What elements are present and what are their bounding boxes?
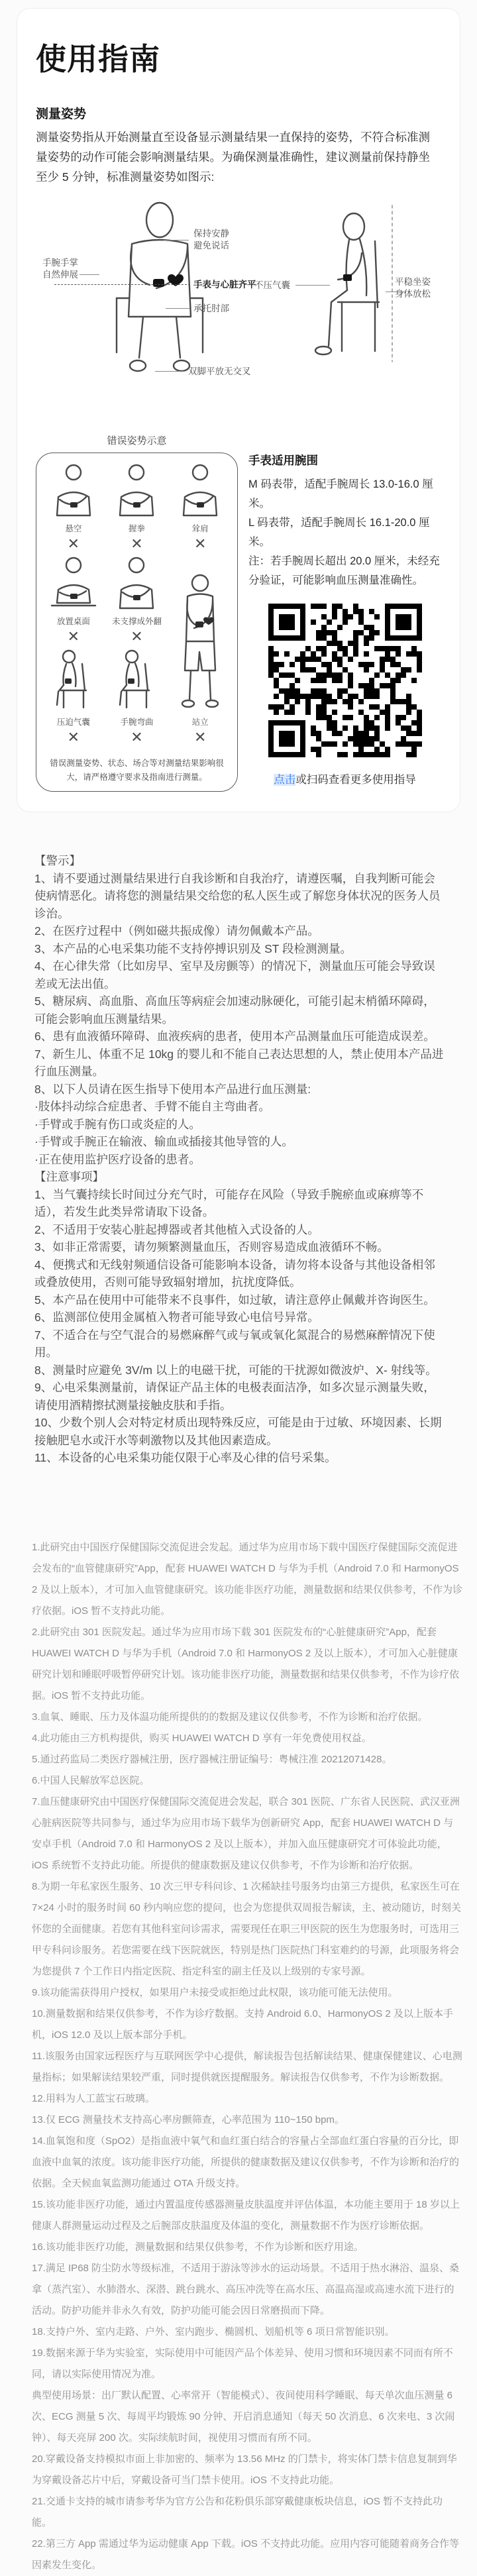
warning-item: 3、本产品的心电采集功能不支持停搏识别及 ST 段检测测量。 [34, 941, 352, 955]
qr-code [268, 604, 422, 757]
precaution-item: 3、如非正常需要，请勿频繁测量血压，否则容易造成血液循环不畅。 [34, 1240, 389, 1254]
posture-heading: 测量姿势 [36, 107, 87, 121]
wrong-posture-box [36, 453, 238, 792]
person-figure-icon [172, 574, 229, 714]
precaution-item: 5、本产品在使用中可能带来不良事件，如过敏，请注意停止佩戴并咨询医生。 [34, 1293, 435, 1307]
precaution-item: 2、不适用于安装心脏起搏器或者其他植入式设备的人。 [34, 1222, 319, 1236]
warnings-section [34, 852, 444, 1467]
cross-mark-icon: ✕ [67, 628, 80, 645]
precaution-heading: 【注意事项】 [34, 1170, 104, 1183]
posture-paragraph: 测量姿势指从开始测量直至设备显示测量结果一直保持的姿势，不符合标准测量姿势的动作可能会影响测量结果。为确保测量准确性，建议测量前保持静坐至少 5 分钟，标准测量姿势如图示: [36, 131, 430, 184]
precaution-item: 4、便携式和无线射频通信设备可能影响本设备，请勿将本设备与其他设备相邻或叠放使用，否则可能导致辐射增加，抗扰度降低。 [34, 1258, 435, 1289]
leader-line [80, 274, 99, 275]
warning-list [34, 870, 444, 1169]
precaution-item: 1、当气囊持续长时间过分充气时，可能存在风险（导致手腕瘀血或麻痹等不适），若发生此类异常请取下设备。 [34, 1187, 424, 1218]
footnote-item: 2.此研究由 301 医院发起。通过华为应用市场下载 301 医院发布的“心脏健康研究”App，配套 HUAWEI WATCH D 与华为手机（Android 7.0 和 HarmonyOS 2 及以上版本），才可加入心脏健康研究计划和睡眠呼吸暂停研究计划。该功能非医疗功能，测量数据和结果仅供参考，不作为诊疗依据。iOS 暂不支持此功能。 [32, 1626, 460, 1701]
label-no-press: 不压气囊 [254, 280, 290, 290]
warning-item: 7、新生儿、体重不足 10kg 的婴儿和不能自己表达思想的人，禁止使用本产品进行血压测量。 [34, 1047, 444, 1078]
qr-caption [248, 771, 441, 786]
guide-card [17, 8, 460, 812]
wrong-posture-label: 压迫气囊 [56, 718, 90, 727]
label-stable-sitting: 平稳坐姿 身体放松 [395, 277, 431, 299]
lower-section [36, 433, 441, 792]
footnote-item: 13.仅 ECG 测量技术支持高心率房颤筛查，心率范围为 110~150 bpm。 [32, 2114, 344, 2125]
wrong-posture-item [42, 557, 105, 649]
wrist-size-line: L 码表带，适配手腕周长 16.1-20.0 厘米。 [248, 517, 430, 548]
leader-line [295, 285, 330, 286]
precaution-item: 11、本设备的心电采集功能仅限于心率及心律的信号采集。 [34, 1451, 337, 1464]
wrong-posture-item [168, 464, 232, 557]
precaution-item: 10、少数个别人会对特定材质出现特殊反应，可能是由于过敏、环境因素、长期接触肥皂水或汗水等刺激物以及其他因素造成。 [34, 1416, 442, 1447]
warning-item: 4、在心律失常（比如房早、室早及房颤等）的情况下，测量血压可能会导致误差或无法出值。 [34, 959, 435, 991]
label-elbow: 承托肘部 [193, 303, 229, 313]
qr-caption-text: 或扫码查看更多使用指导 [295, 774, 416, 786]
person-figure-icon [176, 464, 225, 520]
cross-mark-icon: ✕ [193, 535, 207, 552]
footnote-item: 21.交通卡支持的城市请参考华为官方公告和花粉俱乐部穿戴健康板块信息，iOS 暂不支持此功能。 [32, 2495, 443, 2528]
warning-item: 6、患有血液循环障碍、血液疾病的患者，使用本产品测量血压可能造成误差。 [34, 1030, 435, 1043]
label-heart-level: 手表与心脏齐平 [193, 280, 256, 290]
wrong-posture-item [168, 557, 232, 750]
warning-item: 2、在医疗过程中（例如磁共振成像）请勿佩戴本产品。 [34, 924, 319, 938]
cross-mark-icon: ✕ [131, 535, 143, 552]
cross-mark-icon: ✕ [67, 535, 80, 552]
cross-mark-icon: ✕ [193, 729, 207, 745]
side-posture-figure-icon [293, 203, 405, 372]
wrong-posture-item [42, 464, 105, 557]
warning-item: 8、以下人员请在医生指导下使用本产品进行血压测量: [34, 1082, 311, 1096]
footnote-item: 3.血氧、睡眠、压力及体温功能所提供的的数据及建议仅供参考，不作为诊断和治疗依据。 [32, 1711, 428, 1723]
footnote-item: 10.测量数据和结果仅供参考，不作为诊疗数据。支持 Android 6.0、HarmonyOS 2 及以上版本手机，iOS 12.0 及以上版本部分手机。 [32, 2008, 453, 2041]
precaution-item: 8、测量时应避免 3V/m 以上的电磁干扰，可能的干扰源如微波炉、X- 射线等。 [34, 1363, 437, 1377]
warning-item: ·肢体抖动综合症患者、手臂不能自主弯曲者。 [34, 1100, 270, 1113]
label-wrist-palm: 手腕手掌 自然伸展 [42, 258, 78, 280]
cross-mark-icon: ✕ [131, 628, 143, 645]
footnote-item: 22.第三方 App 需通过华为运动健康 App 下载。iOS 不支持此功能。应用内容可能随着商务合作等因素发生变化。 [32, 2538, 460, 2571]
wrist-size-column [248, 433, 441, 792]
footnote-item: 20.穿戴设备支持模拟市面上非加密的、频率为 13.56 MHz 的门禁卡，将实体门禁卡信息复制到华为穿戴设备芯片中后，穿戴设备可当门禁卡使用。iOS 不支持此功能。 [32, 2453, 457, 2486]
wrong-posture-item [105, 557, 169, 649]
footnote-item: 18.支持户外、室内走路、户外、室内跑步、椭圆机、划船机等 6 项日常智能识别。 [32, 2326, 395, 2337]
wrong-posture-grid [42, 464, 232, 750]
footnote-item: 9.该功能需获得用户授权，如果用户未接受或拒绝过此权限，该功能可能无法使用。 [32, 1986, 398, 1998]
leader-line-dashed [54, 284, 190, 285]
footnote-item: 典型使用场景：出厂默认配置、心率常开（智能模式）、夜间使用科学睡眠、每天单次血压测量 6 次、ECG 测量 5 次、每周平均锻炼 90 分钟、开启消息通知（每天 50 次消息、6 次来电、3 次闹钟）、每天亮屏 200 次。实际续航时间，视使用习惯而有所不同。 [32, 2389, 455, 2443]
wrong-posture-label: 手腕弯曲 [120, 718, 154, 727]
footnote-item: 19.数据来源于华为实验室，实际使用中可能因产品个体差异、使用习惯和环境因素不同而有所不同，请以实际使用情况为准。 [32, 2347, 453, 2380]
wrist-size-line: 注：若手腕周长超出 20.0 厘米，未经充分验证，可能影响血压测量准确性。 [248, 555, 440, 586]
qr-click-link[interactable]: 点击 [274, 774, 296, 786]
warning-item: ·正在使用监护医疗设备的患者。 [34, 1152, 201, 1166]
precaution-item: 7、不适合在与空气混合的易燃麻醉气或与氧或氧化氮混合的易燃麻醉情况下使用。 [34, 1328, 435, 1359]
wrong-posture-item [42, 649, 105, 750]
cross-mark-icon: ✕ [131, 729, 143, 745]
warning-heading: 【警示】 [34, 854, 81, 867]
footnote-item: 11.该服务由国家远程医疗与互联网医学中心提供，解读报告包括解读结果、健康保健建议、心电测量指标；如果解读结果较严重，同时提供就医提醒服务。解读报告仅供参考，不作为诊断数据。 [32, 2050, 462, 2083]
person-figure-icon [49, 649, 98, 714]
precaution-item: 9、心电采集测量前，请保证产品主体的电极表面洁净，如多次显示测量失败，请使用酒精擦拭测量接触皮肤和手指。 [34, 1381, 435, 1412]
warning-item: ·手臂或手腕正在输液、输血或插接其他导管的人。 [34, 1135, 293, 1148]
warning-item: ·手臂或手腕有伤口或炎症的人。 [34, 1117, 201, 1131]
wrong-posture-item [105, 464, 169, 557]
footnote-item: 1.此研究由中国医疗保健国际交流促进会发起。通过华为应用市场下载中国医疗保健国际交流促进会发布的“血管健康研究”App，配套 HUAWEI WATCH D 与华为手机（Android 7.0 和 HarmonyOS 2 及以上版本），才可加入血管健康研究。该功能非医疗功能，测量数据和结果仅供参考，不作为诊疗依据。iOS 暂不支持此功能。 [32, 1541, 463, 1617]
wrong-posture-label: 未支撑成外翻 [111, 617, 162, 626]
person-figure-icon [112, 649, 161, 714]
wrong-posture-caption: 错误测量姿势、状态、场合等对测量结果影响很大，请严格遵守要求及指南进行测量。 [50, 759, 224, 782]
footnote-item: 12.用料为人工蓝宝石玻璃。 [32, 2092, 155, 2104]
page-title: 使用指南 [36, 42, 160, 76]
footnote-item: 16.该功能非医疗功能，测量数据和结果仅供参考，不作为诊断和医疗用途。 [32, 2241, 364, 2253]
footnote-item: 4.此功能由三方机构提供，购买 HUAWEI WATCH D 享有一年免费使用权益。 [32, 1732, 372, 1744]
footnote-item: 14.血氧饱和度（SpO2）是指血液中氧气和血红蛋白结合的容量占全部血红蛋白容量的百分比，即血液中血氧的浓度。该功能非医疗功能，所提供的健康数据及建议仅供参考，不作为诊断和治疗的依据。全天候血氧监测功能通过 OTA 升级支持。 [32, 2135, 460, 2189]
precaution-list [34, 1186, 444, 1467]
leader-line [155, 371, 184, 372]
wrist-size-heading: 手表适用腕围 [248, 454, 318, 467]
label-feet: 双脚平放无交叉 [188, 366, 251, 376]
wrong-posture-label: 站立 [191, 718, 209, 727]
wrong-posture-column [36, 433, 238, 792]
footnote-item: 6.中国人民解放军总医院。 [32, 1774, 150, 1786]
wrist-size-line: M 码表带，适配手腕周长 13.0-16.0 厘米。 [248, 478, 433, 510]
warning-item: 5、糖尿病、高血脂、高血压等病症会加速动脉硬化，可能引起末梢循环障碍，可能会影响血压测量结果。 [34, 994, 435, 1026]
person-figure-icon [112, 464, 161, 520]
footnote-item: 5.通过药监局二类医疗器械注册，医疗器械注册证编号：粤械注准 20212071428。 [32, 1753, 392, 1765]
precaution-item: 6、监测部位使用金属植入物者可能导致心电信号异常。 [34, 1311, 319, 1324]
wrong-posture-label: 悬空 [65, 524, 82, 533]
footnotes-section [32, 1537, 462, 2576]
wrong-posture-label: 握拳 [128, 524, 145, 533]
posture-diagram [36, 200, 441, 399]
wrong-posture-label: 耸肩 [191, 524, 209, 533]
wrong-posture-label: 放置桌面 [56, 617, 90, 626]
leader-line [164, 240, 189, 241]
wrong-posture-title: 错误姿势示意 [107, 435, 167, 447]
person-figure-icon [49, 464, 98, 520]
footnote-item: 8.为期一年私家医生服务、10 次三甲专科问诊、1 次稀缺挂号服务均由第三方提供，私家医生可在 7×24 小时的服务时间 60 秒内响应您的提问，也会为您提供双周报告解读，主、被动随访，时刻关怀您的全面健康。若您有其他科室问诊需求，需要现任在职三甲医院的医生为您服务时，可选用三甲专科问诊服务。若您需要在线下医院就医，特别是热门医院热门科室难约的号源，此项服务将会为您提供 7 个工作日内指定医院、指定科室的副主任及以上级别的专家号源。 [32, 1880, 461, 1977]
wrong-posture-item [105, 649, 169, 750]
person-figure-icon [49, 557, 98, 613]
warning-item: 1、请不要通过测量结果进行自我诊断和自我治疗，请遵医嘱，自我判断可能会使病情恶化。请将您的测量结果交给您的私人医生或了解您身体状况的医务人员诊治。 [34, 871, 441, 920]
label-keep-quiet: 保持安静 避免说话 [193, 229, 229, 250]
footnote-item: 17.满足 IP68 防尘防水等级标准，不适用于游泳等涉水的运动场景。不适用于热水淋浴、温泉、桑拿（蒸汽室）、水肺潜水、深潜、跳台跳水、高压冲洗等在高水压、高温高湿或高速水流下进行的活动。防护功能并非永久有效，防护功能可能会因日常磨损而下降。 [32, 2262, 460, 2316]
footnote-item: 7.血压健康研究由中国医疗保健国际交流促进会发起，联合 301 医院、广东省人民医院、武汉亚洲心脏病医院等共同参与，通过华为应用市场下载华为创新研究 App，配套 HUAWEI WATCH D 与安卓手机（Android 7.0 和 HarmonyOS 2 及以上版本），并加入血压健康研究才可体验此功能，iOS 系统暂不支持此功能。所提供的健康数据及建议仅供参考，不作为诊断和治疗依据。 [32, 1796, 460, 1871]
cross-mark-icon: ✕ [67, 729, 80, 745]
person-figure-icon [112, 557, 161, 613]
leader-line [166, 308, 189, 309]
footnote-list [32, 1537, 462, 2576]
footnote-item: 15.该功能非医疗功能，通过内置温度传感器测量皮肤温度并评估体温，本功能主要用于 18 岁以上健康人群测量运动过程及之后腕部皮肤温度及体温的变化，测量数据不作为医疗诊断依据。 [32, 2198, 460, 2231]
